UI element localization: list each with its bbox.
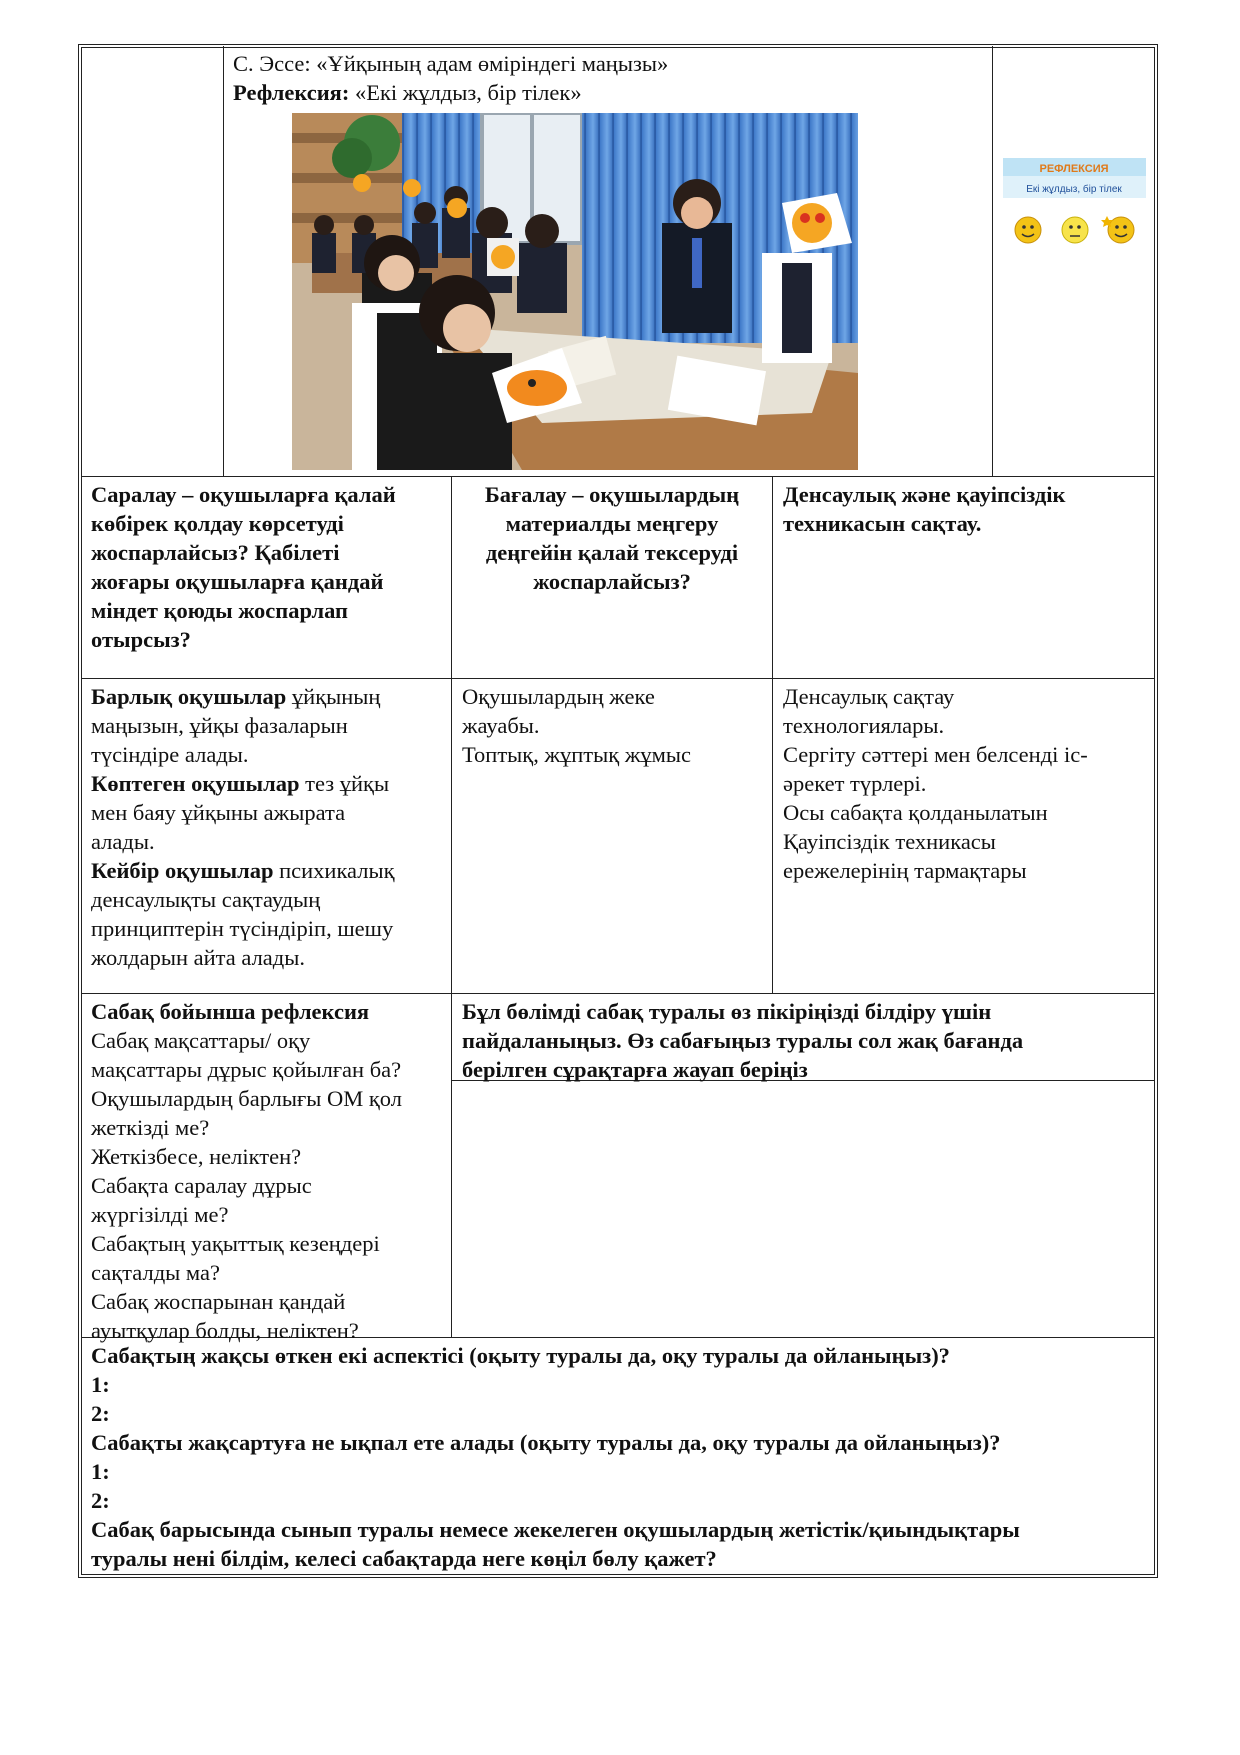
reflection-question: Сабақ жоспарынан қандай: [91, 1289, 346, 1314]
header-line: міндет қоюды жоспарлап: [91, 598, 348, 623]
grid-line: [81, 993, 1155, 994]
reflection-line: [233, 78, 983, 107]
content-line: принциптерін түсіндіріп, шешу: [91, 916, 394, 941]
header-line: отырсыз?: [91, 627, 191, 652]
thumbnail-title: РЕФЛЕКСИЯ: [1039, 163, 1109, 175]
summary-line: Сабақты жақсартуға не ықпал ете алады (оқыту туралы да, оқу туралы да ойланыңыз)?: [91, 1430, 1001, 1455]
instruction-line: Бұл бөлімді сабақ туралы өз пікіріңізді білдіру үшін: [462, 999, 992, 1024]
summary-line: 2:: [91, 1488, 110, 1513]
grid-line: [992, 46, 993, 476]
reflection-thumbnail: [1003, 158, 1146, 270]
content-line: маңызын, ұйқы фазаларын: [91, 713, 348, 738]
content-line: жауабы.: [462, 713, 540, 738]
lesson-reflection-questions: [91, 997, 446, 1345]
summary-line: 1:: [91, 1372, 110, 1397]
content-line: әрекет түрлері.: [783, 771, 927, 796]
grid-line: [772, 476, 773, 993]
safety-header: [783, 480, 1148, 538]
safety-content: [783, 682, 1151, 885]
reflection-answer-area[interactable]: [452, 1082, 1154, 1336]
differentiation-header: [91, 480, 446, 654]
header-line: көбірек қолдау көрсетуді: [91, 511, 344, 536]
content-line: түсіндіре алады.: [91, 742, 249, 767]
header-line: Саралау – оқушыларға қалай: [91, 482, 396, 507]
assessment-header: [456, 480, 768, 596]
reflection-question: Сабақта саралау дұрыс: [91, 1173, 312, 1198]
reflection-question: Сабақтың уақыттық кезеңдері: [91, 1231, 380, 1256]
content-line: Көптеген оқушылар тез ұйқы: [91, 771, 390, 796]
reflection-question: Оқушылардың барлығы ОМ қол: [91, 1086, 402, 1111]
header-line: Денсаулық және қауіпсіздік: [783, 482, 1066, 507]
differentiation-content: [91, 682, 446, 972]
header-line: техникасын сақтау.: [783, 511, 982, 536]
grid-line: [223, 46, 224, 476]
header-line: жоспарлайсыз?: [533, 569, 691, 594]
content-line: алады.: [91, 829, 155, 854]
content-line: Кейбір оқушылар психикалық: [91, 858, 395, 883]
grid-line: [81, 678, 1155, 679]
content-line: мен баяу ұйқыны ажырата: [91, 800, 346, 825]
reflection-question: жеткізді ме?: [91, 1115, 210, 1140]
content-line: жолдарын айта алады.: [91, 945, 305, 970]
content-line: Барлық оқушылар ұйқының: [91, 684, 381, 709]
summary-line: 1:: [91, 1459, 110, 1484]
content-line: ережелерінің тармақтары: [783, 858, 1027, 883]
content-line: Оқушылардың жеке: [462, 684, 655, 709]
instruction-line: берілген сұрақтарға жауап беріңіз: [462, 1057, 808, 1082]
summary-line: Сабақтың жақсы өткен екі аспектісі (оқыту туралы да, оқу туралы да ойланыңыз)?: [91, 1343, 950, 1368]
grid-line: [81, 476, 1155, 477]
reflection-label: Рефлексия:: [233, 80, 350, 105]
content-line: Топтық, жұптық жұмыс: [462, 742, 691, 767]
assessment-content: [462, 682, 767, 769]
lesson-summary: [91, 1341, 1153, 1573]
reflection-question: Жеткізбесе, неліктен?: [91, 1144, 302, 1169]
header-line: Бағалау – оқушылардың: [484, 482, 740, 507]
classroom-photo: [292, 113, 858, 470]
summary-line: 2:: [91, 1401, 110, 1426]
content-line: Қауіпсіздік техникасы: [783, 829, 996, 854]
essay-and-reflection-cell: [233, 49, 983, 107]
content-line: денсаулықты сақтаудың: [91, 887, 321, 912]
header-line: жоғары оқушыларға қандай: [91, 569, 384, 594]
lesson-reflection-title: Сабақ бойынша рефлексия: [91, 999, 370, 1024]
reflection-question: ауытқулар болды, неліктен?: [91, 1318, 359, 1343]
summary-line: Сабақ барысында сынып туралы немесе жекелеген оқушылардың жетістік/қиындықтары: [91, 1517, 1020, 1542]
reflection-question: жүргізілді ме?: [91, 1202, 229, 1227]
thumbnail-subtitle: Екі жұлдыз, бір тілек: [1026, 184, 1122, 195]
reflection-text: «Екі жұлдыз, бір тілек»: [349, 80, 582, 105]
reflection-instruction: [462, 997, 1152, 1084]
header-line: деңгейін қалай тексеруді: [485, 540, 739, 565]
header-line: жоспарлайсыз? Қабілеті: [91, 540, 340, 565]
content-line: Сергіту сәттері мен белсенді іс-: [783, 742, 1088, 767]
content-line: Осы сабақта қолданылатын: [783, 800, 1048, 825]
content-line: технологиялары.: [783, 713, 945, 738]
reflection-question: сақталды ма?: [91, 1260, 220, 1285]
instruction-line: пайдаланыңыз. Өз сабағыңыз туралы сол жақ бағанда: [462, 1028, 1024, 1053]
content-line: Денсаулық сақтау: [783, 684, 955, 709]
reflection-question: Сабақ мақсаттары/ оқу: [91, 1028, 311, 1053]
header-line: материалды меңгеру: [505, 511, 719, 536]
reflection-question: мақсаттары дұрыс қойылған ба?: [91, 1057, 402, 1082]
summary-line: туралы нені білдім, келесі сабақтарда неге көңіл бөлу қажет?: [91, 1546, 717, 1571]
thinking-smiley-icon: [1062, 217, 1088, 243]
essay-line: С. Эссе: «Ұйқының адам өміріндегі маңызы»: [233, 51, 669, 76]
smiley-icon: [1015, 217, 1041, 243]
